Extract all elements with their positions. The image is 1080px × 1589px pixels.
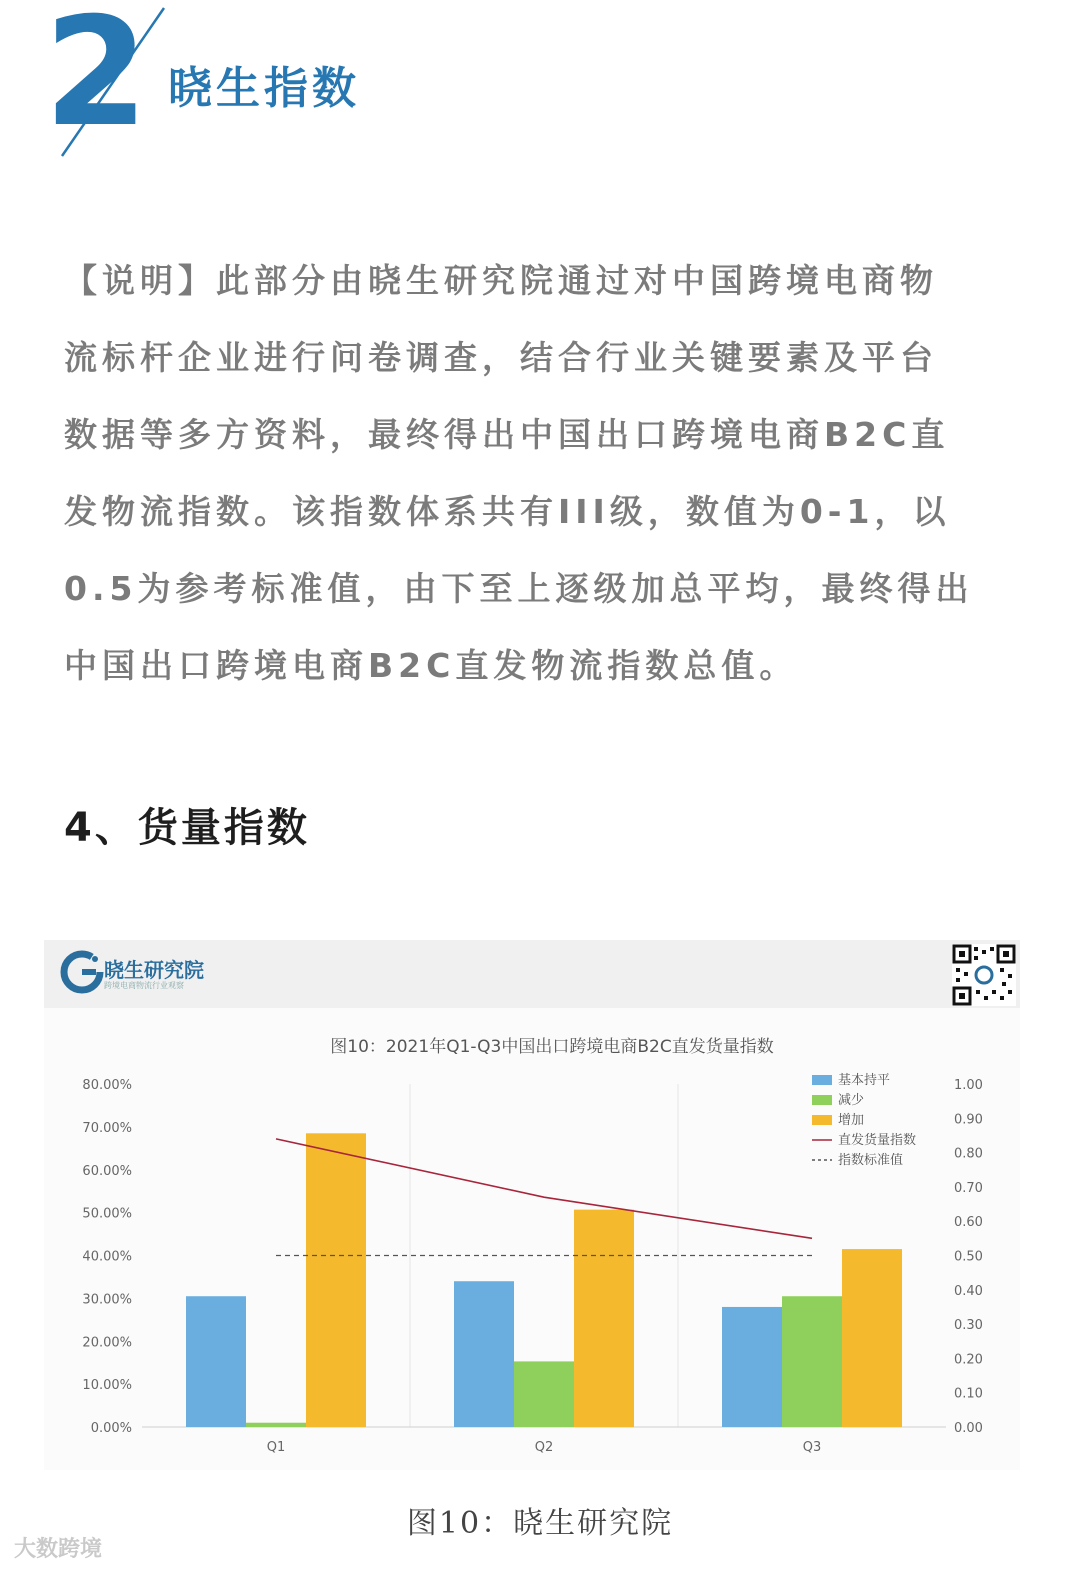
y-left-tick-label: 60.00% (82, 1163, 132, 1179)
bar-q1-series-2 (306, 1133, 366, 1427)
institute-logo-icon (60, 950, 104, 994)
y-right-tick-label: 0.00 (954, 1421, 983, 1436)
section-subtitle: 4、货量指数 (64, 805, 310, 851)
y-right-tick-label: 0.30 (954, 1318, 983, 1334)
section-title: 晓生指数 (168, 63, 360, 114)
chart-title: 图10：2021年Q1-Q3中国出口跨境电商B2C直发货量指数 (330, 1037, 774, 1057)
institute-logo-text: 晓生研究院 (104, 958, 204, 982)
y-left-tick-label: 0.00% (90, 1421, 132, 1436)
legend-swatch (812, 1115, 832, 1125)
y-right-tick-label: 1.00 (954, 1078, 983, 1093)
y-left-tick-label: 70.00% (82, 1120, 132, 1136)
y-left-tick-label: 30.00% (82, 1292, 132, 1308)
description-line: 发物流指数。该指数体系共有III级，数值为0-1，以 (64, 492, 951, 531)
bar-q2-series-2 (574, 1210, 634, 1427)
y-right-tick-label: 0.40 (954, 1283, 983, 1299)
chart-card (44, 940, 1020, 1470)
description-line: 流标杆企业进行问卷调查，结合行业关键要素及平台 (64, 338, 938, 377)
legend-label: 指数标准值 (838, 1153, 904, 1168)
volume-index-chart (44, 1008, 1020, 1470)
description-line: 数据等多方资料，最终得出中国出口跨境电商B2C直 (64, 415, 950, 454)
legend-label: 增加 (838, 1113, 865, 1128)
y-right-tick-label: 0.90 (954, 1112, 983, 1128)
description-line: 中国出口跨境电商B2C直发物流指数总值。 (64, 646, 798, 685)
chart-header-bar (44, 940, 1020, 1008)
y-left-tick-label: 40.00% (82, 1249, 132, 1265)
legend-label: 直发货量指数 (838, 1133, 917, 1148)
legend-swatch (812, 1095, 832, 1105)
section-number: 2 (44, 0, 145, 160)
y-left-tick-label: 10.00% (82, 1378, 132, 1394)
bar-q2-series-0 (454, 1281, 514, 1427)
bar-q3-series-2 (842, 1249, 902, 1427)
institute-logo-subtext: 跨境电商物流行业观察 (104, 981, 184, 990)
y-right-tick-label: 0.20 (954, 1352, 983, 1368)
chart-bars (186, 1133, 902, 1427)
y-right-tick-label: 0.50 (954, 1249, 983, 1265)
section-header (40, 0, 1040, 170)
x-tick-label: Q3 (802, 1440, 822, 1455)
x-tick-label: Q2 (534, 1440, 554, 1455)
y-left-tick-label: 80.00% (82, 1078, 132, 1093)
y-left-tick-label: 20.00% (82, 1335, 132, 1351)
description-line: 0.5为参考标准值，由下至上逐级加总平均，最终得出 (64, 569, 974, 608)
description-paragraph (64, 242, 1014, 704)
bar-q1-series-1 (246, 1423, 306, 1427)
y-left-tick-label: 50.00% (82, 1206, 132, 1222)
legend-swatch (812, 1075, 832, 1085)
bar-q1-series-0 (186, 1296, 246, 1427)
x-tick-label: Q1 (266, 1440, 286, 1455)
y-right-tick-label: 0.70 (954, 1180, 983, 1196)
figure-caption: 图10：晓生研究院 (406, 1506, 674, 1541)
legend-label: 基本持平 (838, 1073, 891, 1088)
description-line: 【说明】此部分由晓生研究院通过对中国跨境电商物 (64, 261, 938, 300)
qr-code-icon (952, 944, 1016, 1006)
bar-q3-series-0 (722, 1307, 782, 1427)
y-right-tick-label: 0.80 (954, 1146, 983, 1162)
chart-legend (812, 1072, 916, 1168)
source-watermark: 大数跨境 (14, 1537, 103, 1562)
legend-label: 减少 (838, 1093, 865, 1108)
y-right-tick-label: 0.10 (954, 1386, 983, 1402)
bar-q2-series-1 (514, 1361, 574, 1427)
y-right-tick-label: 0.60 (954, 1215, 983, 1231)
bar-q3-series-1 (782, 1296, 842, 1427)
